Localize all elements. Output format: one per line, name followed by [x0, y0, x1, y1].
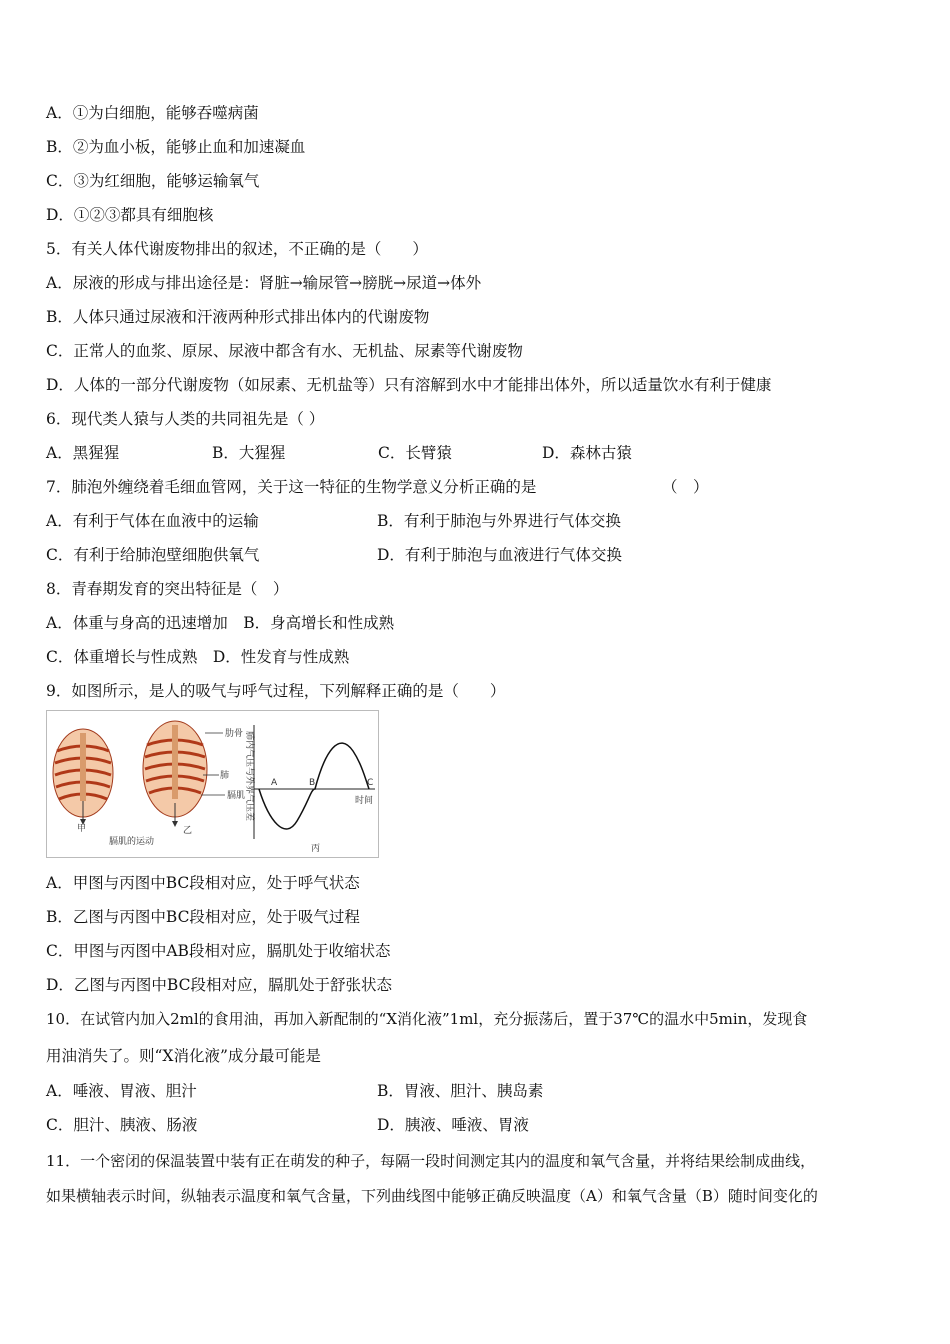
- q8-options-ab: A．体重与身高的迅速增加 B．身高增长和性成熟: [46, 614, 395, 632]
- q9-stem: 9．如图所示，是人的吸气与呼气过程，下列解释正确的是（ ）: [46, 682, 506, 700]
- q5-option-d: D．人体的一部分代谢废物（如尿素、无机盐等）只有溶解到水中才能排出体外，所以适量饮水有利于健康: [46, 376, 772, 394]
- label-point-b: B: [309, 778, 316, 788]
- q10-option-a: A．唾液、胃液、胆汁: [46, 1082, 197, 1100]
- q4-option-a: A．①为白细胞，能够吞噬病菌: [46, 104, 259, 122]
- label-jia: 甲: [77, 824, 87, 834]
- breathing-figure: [46, 710, 379, 858]
- label-y-axis: 肺内气压与外界气压差: [244, 731, 254, 822]
- q7-answer-paren: （ ）: [662, 478, 709, 496]
- q7-option-c: C．有利于给肺泡壁细胞供氧气: [46, 546, 260, 564]
- q5-option-a: A．尿液的形成与排出途径是：肾脏→输尿管→膀胱→尿道→体外: [46, 274, 482, 292]
- q11-stem-line1: 11．一个密闭的保温装置中装有正在萌发的种子，每隔一段时间测定其内的温度和氧气含量，并将结果绘制成曲线，: [46, 1152, 816, 1170]
- label-rib: 肋骨: [225, 729, 244, 739]
- label-bing: 丙: [311, 844, 321, 854]
- ribcage-yi: [143, 721, 225, 827]
- q9-option-d: D．乙图与丙图中BC段相对应，膈肌处于舒张状态: [46, 976, 392, 994]
- label-movement: 膈肌的运动: [109, 837, 155, 847]
- q8-stem: 8．青春期发育的突出特征是（ ）: [46, 580, 289, 598]
- q6-option-a: A．黑猩猩: [46, 444, 120, 462]
- q7-stem: 7．肺泡外缠绕着毛细血管网，关于这一特征的生物学意义分析正确的是: [46, 478, 537, 496]
- q5-option-c: C．正常人的血浆、原尿、尿液中都含有水、无机盐、尿素等代谢废物: [46, 342, 523, 360]
- label-point-c: C: [367, 778, 374, 788]
- label-lung: 肺: [220, 771, 230, 781]
- q6-option-b: B．大猩猩: [212, 444, 286, 462]
- label-point-a: A: [271, 778, 278, 788]
- q7-option-b: B．有利于肺泡与外界进行气体交换: [377, 512, 621, 530]
- q5-option-b: B．人体只通过尿液和汗液两种形式排出体内的代谢废物: [46, 308, 430, 326]
- breathing-figure-svg: [47, 711, 378, 857]
- q9-option-b: B．乙图与丙图中BC段相对应，处于吸气过程: [46, 908, 360, 926]
- q10-option-d: D．胰液、唾液、胃液: [377, 1116, 529, 1134]
- ribcage-jia: [53, 729, 113, 825]
- q10-stem-line1: 10．在试管内加入2ml的食用油，再加入新配制的“X消化液”1ml，充分振荡后，置于37℃的温水中5min，发现食: [46, 1010, 808, 1028]
- q7-option-a: A．有利于气体在血液中的运输: [46, 512, 259, 530]
- q11-stem-line2: 如果横轴表示时间，纵轴表示温度和氧气含量，下列曲线图中能够正确反映温度（A）和氧气含量（B）随时间变化的: [46, 1187, 818, 1205]
- q5-stem: 5．有关人体代谢废物排出的叙述，不正确的是（ ）: [46, 240, 428, 258]
- q8-options-cd: C．体重增长与性成熟 D．性发育与性成熟: [46, 648, 350, 666]
- q10-option-c: C．胆汁、胰液、肠液: [46, 1116, 198, 1134]
- pressure-graph: [244, 725, 375, 854]
- label-diaphragm: 膈肌: [227, 791, 246, 801]
- q4-option-b: B．②为血小板，能够止血和加速凝血: [46, 138, 306, 156]
- q4-option-d: D．①②③都具有细胞核: [46, 206, 214, 224]
- q9-option-c: C．甲图与丙图中AB段相对应，膈肌处于收缩状态: [46, 942, 391, 960]
- q10-option-b: B．胃液、胆汁、胰岛素: [377, 1082, 544, 1100]
- label-x-axis: 时间: [355, 796, 374, 806]
- q6-option-c: C．长臂猿: [378, 444, 452, 462]
- q6-stem: 6．现代类人猿与人类的共同祖先是（ ）: [46, 410, 325, 428]
- q6-option-d: D．森林古猿: [542, 444, 632, 462]
- q4-option-c: C．③为红细胞，能够运输氧气: [46, 172, 260, 190]
- q9-option-a: A．甲图与丙图中BC段相对应，处于呼气状态: [46, 874, 360, 892]
- q7-option-d: D．有利于肺泡与血液进行气体交换: [377, 546, 622, 564]
- q10-stem-line2: 用油消失了。则“X消化液”成分最可能是: [46, 1047, 321, 1065]
- label-yi: 乙: [183, 826, 193, 836]
